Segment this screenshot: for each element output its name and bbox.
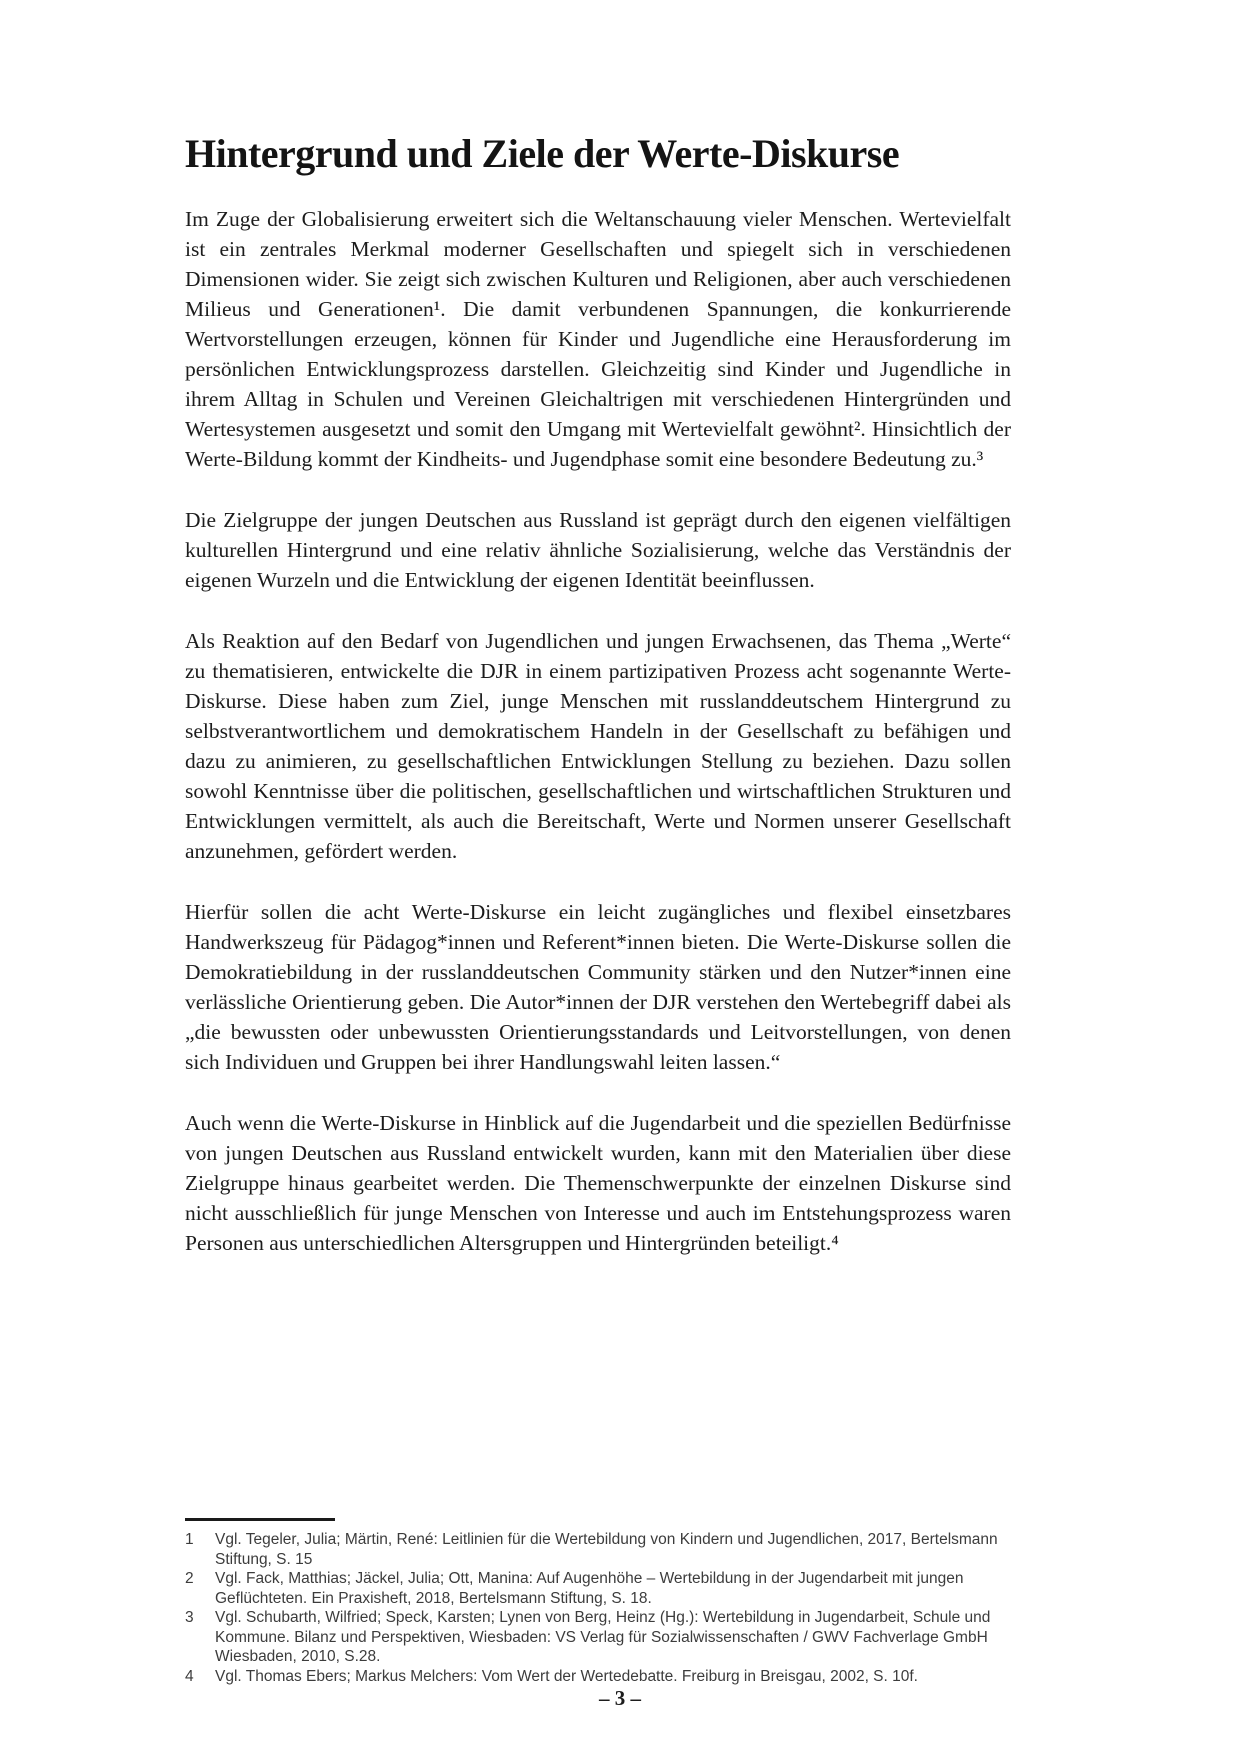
footnotes-section: [185, 1518, 1013, 1686]
footnote-number: 3: [185, 1609, 194, 1626]
footnote-item: [185, 1569, 1013, 1608]
body-paragraph: Hierfür sollen die acht Werte-Diskurse ein leicht zugängliches und flexibel einsetzbares Handwerkszeug für Pädagog*innen und Referent*innen bieten. Die Werte-Diskurse sollen die Demokratiebildung in der russlanddeutschen Community stärken und den Nutzer*innen eine verlässliche Orientierung geben. Die Autor*innen der DJR verstehen den Wertebegriff dabei als „die bewussten oder unbewussten Orientierungsstandards und Leitvorstellungen, von denen sich Individuen und Gruppen bei ihrer Handlungswahl leiten lassen.“: [185, 900, 1011, 1074]
footnote-text: Vgl. Schubarth, Wilfried; Speck, Karsten; Lynen von Berg, Heinz (Hg.): Wertebildung in Jugendarbeit, Schule und Kommune. Bilanz und Perspektiven, Wiesbaden: VS Verlag für Sozialwissenschaften / GWV Fachverlage GmbH Wiesbaden, 2010, S.28.: [215, 1609, 991, 1665]
body-paragraph: Auch wenn die Werte-Diskurse in Hinblick auf die Jugendarbeit und die speziellen Bedürfnisse von jungen Deutschen aus Russland entwickelt wurden, kann mit den Materialien über diese Zielgruppe hinaus gearbeitet werden. Die Themenschwerpunkte der einzelnen Diskurse sind nicht ausschließlich für junge Menschen von Interesse und auch im Entstehungsprozess waren Personen aus unterschiedlichen Altersgruppen und Hintergründen beteiligt.⁴: [185, 1111, 1011, 1255]
document-body: [185, 130, 1011, 1289]
page-title: Hintergrund und Ziele der Werte-Diskurse: [185, 131, 900, 176]
footnote-number: 2: [185, 1570, 194, 1587]
body-paragraph: Als Reaktion auf den Bedarf von Jugendlichen und jungen Erwachsenen, das Thema „Werte“ zu thematisieren, entwickelte die DJR in einem partizipativen Prozess acht sogenannte Werte-Diskurse. Diese haben zum Ziel, junge Menschen mit russlanddeutschem Hintergrund zu selbstverantwortlichem und demokratischem Handeln in der Gesellschaft zu befähigen und dazu zu animieren, zu gesellschaftlichen Entwicklungen Stellung zu beziehen. Dazu sollen sowohl Kenntnisse über die politischen, gesellschaftlichen und wirtschaftlichen Strukturen und Entwicklungen vermittelt, als auch die Bereitschaft, Werte und Normen unserer Gesellschaft anzunehmen, gefördert werden.: [185, 629, 1011, 863]
footnote-number: 4: [185, 1667, 194, 1685]
body-paragraph: Im Zuge der Globalisierung erweitert sich die Weltanschauung vieler Menschen. Wertevielfalt ist ein zentrales Merkmal moderner Gesellschaften und spiegelt sich in verschiedenen Dimensionen wider. Sie zeigt sich zwischen Kulturen und Religionen, aber auch verschiedenen Milieus und Generationen¹. Die damit verbundenen Spannungen, die konkurrierende Wertvorstellungen erzeugen, können für Kinder und Jugendliche eine Herausforderung im persönlichen Entwicklungsprozess darstellen. Gleichzeitig sind Kinder und Jugendliche in ihrem Alltag in Schulen und Vereinen Gleichaltrigen mit verschiedenen Hintergründen und Wertesystemen ausgesetzt und somit den Umgang mit Wertevielfalt gewöhnt². Hinsichtlich der Werte-Bildung kommt der Kindheits- und Jugendphase somit eine besondere Bedeutung zu.³: [185, 207, 1011, 471]
footnote-item: [185, 1608, 1013, 1667]
footnote-separator-rule: [185, 1518, 335, 1521]
footnote-number: 1: [185, 1531, 194, 1548]
page-number: – 3 –: [599, 1686, 641, 1710]
body-paragraph: Die Zielgruppe der jungen Deutschen aus Russland ist geprägt durch den eigenen vielfältigen kulturellen Hintergrund und eine relativ ähnliche Sozialisierung, welche das Verständnis der eigenen Wurzeln und die Entwicklung der eigenen Identität beeinflussen.: [185, 508, 1011, 592]
footnote-item: [185, 1530, 1013, 1569]
footnote-text: Vgl. Thomas Ebers; Markus Melchers: Vom Wert der Wertedebatte. Freiburg in Breisgau, 2002, S. 10f.: [215, 1667, 918, 1685]
footnote-text: Vgl. Fack, Matthias; Jäckel, Julia; Ott, Manina: Auf Augenhöhe – Wertebildung in der Jugendarbeit mit jungen Geflüchteten. Ein Praxisheft, 2018, Bertelsmann Stiftung, S. 18.: [215, 1570, 964, 1607]
footnote-item: [185, 1667, 1013, 1687]
footnote-text: Vgl. Tegeler, Julia; Märtin, René: Leitlinien für die Wertebildung von Kindern und Jugendlichen, 2017, Bertelsmann Stiftung, S. 15: [215, 1531, 998, 1568]
